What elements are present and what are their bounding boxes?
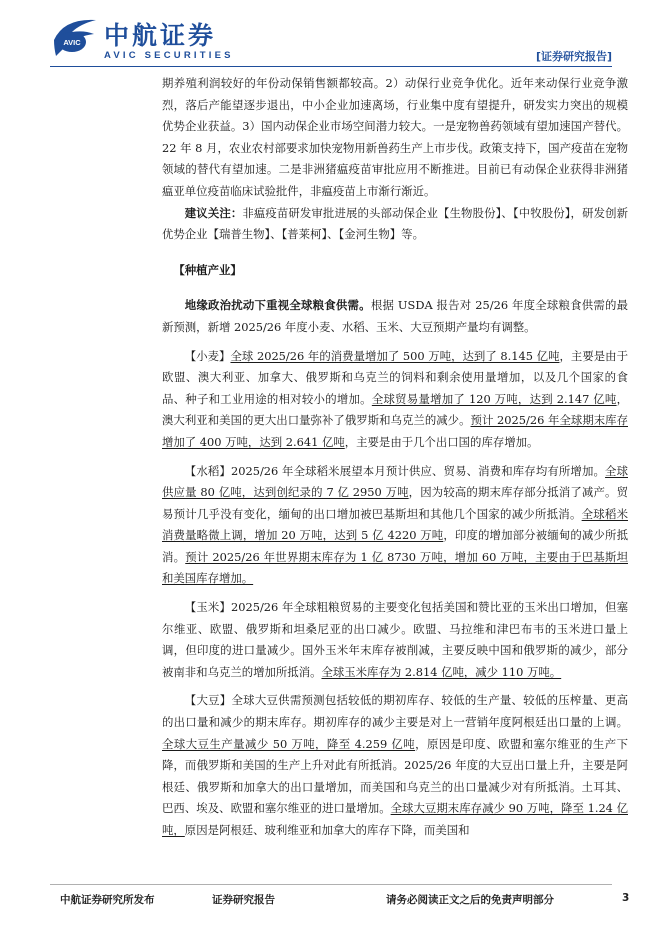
- recommendation-label: 建议关注：: [184, 205, 243, 220]
- rice-ending-stocks: 预计 2025/26 年世界期末库存为 1 亿 8730 万吨，增加 60 万吨，主要由于巴基斯坦和美国库存增加。: [162, 549, 628, 586]
- paragraph-soybean: [162, 690, 628, 841]
- avic-logo-icon: [50, 14, 100, 58]
- wheat-text-1: ，主要是由于欧盟、澳大利亚、加拿大、俄罗斯和乌克兰的饲料和剩余使用量增加，以及几个国家的食品、种子和工业用途的相对较小的增加。: [162, 348, 628, 406]
- soy-text-1: ，原因是印度、欧盟和塞尔维亚的生产下降，而俄罗斯和美国的生产上升对此有所抵消。2025/26 年度的大豆出口量上升，主要是阿根廷、俄罗斯和加拿大的出口量增加，而美国和乌克兰的出口量减少对有所抵消。土耳其、巴西、埃及、欧盟和塞尔维亚的进口量增加。: [162, 736, 628, 816]
- corn-stocks: 全球玉米库存为 2.814 亿吨，减少 110 万吨。: [321, 664, 562, 679]
- page-number: 3: [622, 892, 630, 904]
- paragraph-wheat: [162, 346, 628, 454]
- footer-divider: [50, 884, 612, 885]
- report-type-tag: [证券研究报告]: [535, 50, 612, 63]
- grain-overview-lead: 地缘政治扰动下重视全球粮食供需。: [184, 298, 371, 313]
- rice-text-0: 2025/26 年全球稻米展望本月预计供应、贸易、消费和库存均有所增加。: [230, 463, 606, 478]
- footer-publisher: 中航证券研究所发布: [60, 894, 155, 906]
- logo-english-name: AVIC SECURITIES: [104, 50, 234, 61]
- wheat-trade: 全球贸易量增加了 120 万吨，达到 2.147 亿吨: [371, 391, 617, 406]
- page-header: [0, 0, 662, 72]
- soy-ending-stocks: 全球大豆期末库存减少 90 万吨，降至 1.24 亿吨，: [162, 801, 628, 837]
- wheat-ending-stocks: 预计 2025/26 年全球期末库存增加了 400 万吨，达到 2.641 亿吨: [162, 413, 628, 449]
- paragraph-recommendation: [162, 203, 628, 246]
- soy-text-2: 原因是阿根廷、玻利维亚和加拿大的库存下降，而美国和: [184, 823, 470, 837]
- rice-tag: 【水稻】: [184, 463, 231, 478]
- wheat-consumption: 全球 2025/26 年的消费量增加了 500 万吨，达到了 8.145 亿吨: [230, 348, 560, 363]
- paragraph-animal-health-trends: 期养殖利润较好的年份动保销售额都较高。2）动保行业竞争优化。近年来动保行业竞争激烈，落后产能望逐步退出，中小企业加速离场，行业集中度有望提升，研发实力突出的规模优势企业获益。3）国内动保企业市场空间潜力较大。一是宠物兽药领域有望加速国产替代。22 年 8 月，农业农村部要求加快宠物用新兽药生产上市步伐。政策支持下，国产疫苗在宠物领域的替代有望加速。二是非洲猪瘟疫苗审批应用不断推进。目前已有动保企业获得非洲猪瘟亚单位疫苗临床试验批件，非瘟疫苗上市渐行渐近。: [162, 76, 628, 198]
- rice-supply: 全球供应量 80 亿吨，达到创纪录的 7 亿 2950 万吨: [162, 463, 628, 500]
- recommendation-text: 非瘟疫苗研发审批进展的头部动保企业【生物股份】、【中牧股份】，研发创新优势企业【瑞普生物】、【普莱柯】、【金河生物】等。: [162, 205, 628, 242]
- soy-production: 全球大豆生产量减少 50 万吨，降至 4.259 亿吨: [162, 736, 416, 751]
- header-divider: [50, 66, 612, 67]
- page-footer: [0, 884, 662, 924]
- section-title-planting: 【种植产业】: [173, 262, 242, 277]
- rice-consumption: 全球稻米消费量略微上调，增加 20 万吨，达到 5 亿 4220 万吨: [162, 506, 628, 543]
- paragraph-corn: [162, 597, 628, 683]
- wheat-text-2: ，澳大利亚和美国的更大出口量弥补了俄罗斯和乌克兰的减少。: [162, 391, 628, 428]
- wheat-tag: 【小麦】: [184, 348, 231, 363]
- logo-chinese-name: 中航证券: [104, 21, 217, 50]
- soy-tag: 【大豆】: [184, 693, 232, 708]
- logo-mark-text: AVIC: [63, 38, 81, 47]
- report-body: [162, 73, 628, 842]
- corn-text-0: 2025/26 年全球粗粮贸易的主要变化包括美国和赞比亚的玉米出口增加，但塞尔维亚、欧盟、俄罗斯和坦桑尼亚的出口减少。欧盟、马拉维和津巴布韦的玉米进口量上调，但印度的进口量减少。国外玉米年末库存被削减，主要反映中国和俄罗斯的减少，部分被南非和乌克兰的增加所抵消。: [162, 600, 628, 679]
- soy-text-0: 全球大豆供需预测包括较低的期初库存、较低的生产量、较低的压榨量、更高的出口量和减少的期末库存。期初库存的减少主要是对上一营销年度阿根廷出口量的上调。: [162, 693, 628, 730]
- corn-tag: 【玉米】: [184, 600, 231, 615]
- wheat-text-3: ，主要是由于几个出口国的库存增加。: [344, 434, 539, 449]
- rice-text-1: ，因为较高的期末库存部分抵消了减产。贸易预计几乎没有变化，缅甸的出口增加被巴基斯坦和其他几个国家的减少所抵消。: [162, 485, 628, 521]
- footer-disclaimer: 请务必阅读正文之后的免责声明部分: [386, 894, 554, 906]
- grain-overview-text: 根据 USDA 报告对 25/26 年度全球粮食供需的最新预测，新增 2025/26 年度小麦、水稻、玉米、大豆预期产量均有调整。: [162, 298, 628, 334]
- paragraph-rice: [162, 461, 628, 591]
- paragraph-grain-overview: [162, 295, 628, 338]
- rice-text-2: ，印度的增加部分被缅甸的减少所抵消。: [162, 528, 628, 564]
- footer-doc-type: 证券研究报告: [212, 894, 275, 906]
